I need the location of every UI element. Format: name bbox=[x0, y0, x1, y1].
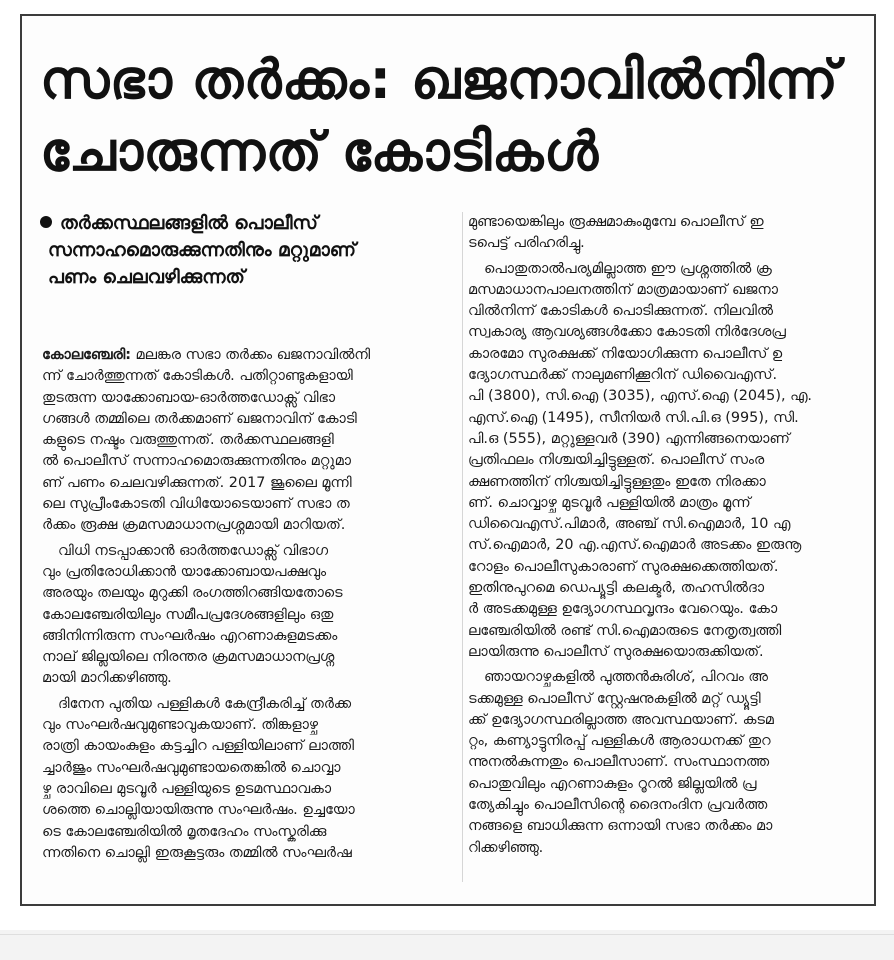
highlight-line: സന്നാഹമൊരുക്കുന്നതിനും മറ്റുമാണ് bbox=[48, 240, 356, 261]
article-line: പ്രതിഫലം നിശ്ചയിച്ചിട്ടുള്ളത്. പൊലീസ് സംര bbox=[468, 452, 765, 469]
article-line: നങ്ങളെ ബാധിക്കുന്ന ഒന്നായി സഭാ തർക്കം മാ bbox=[468, 818, 773, 835]
article-line: ക്ഷണത്തിന് നിശ്ചയിച്ചിട്ടുള്ളതും ഇതേ നിരക്കാ bbox=[468, 473, 766, 490]
article-line: റോളം പൊലീസുകാരാണ് സുരക്ഷക്കെത്തിയത്. bbox=[468, 558, 779, 575]
article-line: ങ്ങിനിന്നിരുന്ന സംഘർഷം എറണാകുളമടക്കം bbox=[42, 627, 338, 644]
paragraph-1 bbox=[42, 345, 467, 537]
highlight-box bbox=[40, 210, 450, 291]
article-line: ന്നുനൽകുന്നതും പൊലീസാണ്. സംസ്ഥാനത്ത bbox=[468, 754, 770, 771]
headline-line-2: ചോരുന്നത് കോടികൾ bbox=[40, 120, 599, 183]
article-line: ദ്യോഗസ്ഥർക്ക് നാലുമണിക്കൂറിന് ഡിവൈഎസ്. bbox=[468, 367, 778, 384]
page-bottom-edge bbox=[0, 930, 894, 960]
article-line: ന്നതിനെ ചൊല്ലി ഇരുകൂട്ടരും തമ്മിൽ സംഘർഷ bbox=[42, 844, 352, 861]
article-line: വിൽനിന്ന് കോടികൾ പൊടിക്കുന്നത്. നിലവിൽ bbox=[468, 303, 773, 320]
article-line: ഇതിനുപുറമെ ഡെപ്യൂട്ടി കലക്ടർ, തഹസിൽദാ bbox=[468, 580, 765, 597]
article-line: മുണ്ടായെങ്കിലും രൂക്ഷമാകുംമുമ്പേ പൊലീസ് ഇ bbox=[468, 214, 764, 230]
article-line: ണ്. ചൊവ്വാഴ്ച മുടവൂർ പള്ളിയിൽ മാത്രം മൂന്ന് bbox=[468, 494, 751, 511]
article-line: ൽ പൊലീസ് സന്നാഹമൊരുക്കുന്നതിനും മറ്റുമാ bbox=[42, 453, 351, 470]
article-line: ച്ചാർജും സംഘർഷവുമുണ്ടായതെങ്കിൽ ചൊവ്വാ bbox=[42, 759, 341, 776]
article-line: വിധി നടപ്പാക്കാൻ ഓർത്തഡോക്സ് വിഭാഗ bbox=[58, 542, 328, 559]
article-line: സ്വകാര്യ ആവശ്യങ്ങൾക്കോ കോടതി നിർദേശപ്ര bbox=[468, 324, 786, 341]
left-column bbox=[42, 345, 467, 864]
paragraph-5 bbox=[468, 259, 868, 664]
highlight-line bbox=[40, 210, 450, 237]
article-line: ടെ കോലഞ്ചേരിയിൽ മൃതദേഹം സംസ്കരിക്കു bbox=[42, 823, 327, 840]
article-line: ഗങ്ങൾ തമ്മിലെ തർക്കമാണ് ഖജനാവിന് കോടി bbox=[42, 410, 357, 427]
article-line: പി (3800), സി.ഐ (3035), എസ്.ഐ (2045), എ. bbox=[468, 388, 812, 405]
article-line: പൊതുതാൽപര്യമില്ലാത്ത ഈ പ്രശ്നത്തിൽ ക്ര bbox=[484, 260, 772, 277]
article-line: ലെ സുപ്രീംകോടതി വിധിയോടെയാണ് സഭാ ത bbox=[42, 496, 350, 513]
highlight-line: പണം ചെലവഴിക്കുന്നത് bbox=[48, 267, 245, 288]
article-line: മസമാധാനപാലനത്തിന് മാത്രമായാണ് ഖജനാ bbox=[468, 281, 778, 298]
article-line: ലഞ്ചേരിയിൽ രണ്ട് സി.ഐമാരുടെ നേതൃത്വത്തി bbox=[468, 622, 782, 639]
article-line: അരയും തലയും മുറുക്കി രംഗത്തിറങ്ങിയതോടെ bbox=[42, 585, 343, 602]
article-line: ക്ക് ഉദ്യോഗസ്ഥരില്ലാത്ത അവസ്ഥയാണ്. കടമ bbox=[468, 711, 774, 728]
article-line: ഡിവൈഎസ്.പിമാർ, അഞ്ച് സി.ഐമാർ, 10 എ bbox=[468, 516, 791, 533]
paragraph-2 bbox=[42, 541, 467, 690]
article-line: ഴ്ച രാവിലെ മുടവൂർ പള്ളിയുടെ ഉടമസ്ഥാവകാ bbox=[42, 780, 331, 797]
article-line: ടക്കമുള്ള പൊലീസ് സ്റ്റേഷനുകളിൽ മറ്റ് ഡ്യൂട്ടി bbox=[468, 690, 761, 707]
article-line: ഞായറാഴ്ചകളിൽ പുത്തൻകുരിശ്, പിറവം അ bbox=[484, 669, 768, 686]
paragraph-4 bbox=[468, 212, 868, 255]
article-line: സ്.ഐമാർ, 20 എ.എസ്.ഐമാർ അടക്കം ഇരുനൂ bbox=[468, 537, 802, 554]
article-line: മായി മാറിക്കഴിഞ്ഞു. bbox=[42, 670, 172, 687]
highlight-text: തർക്കസ്ഥലങ്ങളിൽ പൊലീസ് bbox=[60, 213, 318, 234]
article-line: പൊതുവിലും എറണാകുളം റൂറൽ ജില്ലയിൽ പ്ര bbox=[468, 775, 757, 792]
article-line: തുടരുന്ന യാക്കോബായ-ഓർത്തഡോക്സ് വിഭാ bbox=[42, 389, 336, 406]
article-line: റ്റം, കണ്യാട്ടുനിരപ്പ് പള്ളികൾ ആരാധനക്ക് തുറ bbox=[468, 733, 771, 750]
article-line: വും പ്രതിരോധിക്കാൻ യാക്കോബായപക്ഷവും bbox=[42, 563, 326, 580]
article-line: ടപെട്ട് പരിഹരിച്ചു. bbox=[468, 235, 585, 252]
article-line: എസ്.ഐ (1495), സീനിയർ സി.പി.ഒ (995), സി. bbox=[468, 409, 799, 426]
paragraph-6 bbox=[468, 667, 868, 859]
article-line: റിക്കഴിഞ്ഞു. bbox=[468, 839, 544, 856]
article-line: ശത്തെ ചൊല്ലിയായിരുന്നു സംഘർഷം. ഉച്ചയോ bbox=[42, 802, 355, 819]
headline bbox=[40, 44, 860, 188]
article-text: മലങ്കര സഭാ തർക്കം ഖജനാവിൽനി bbox=[135, 347, 371, 363]
article-line: ണ് പണം ചെലവഴിക്കുന്നത്. 2017 ജൂലൈ മൂന്നി bbox=[42, 474, 352, 491]
article-line: ർ അടക്കമുള്ള ഉദ്യോഗസ്ഥവൃന്ദം വേറെയും. കോ bbox=[468, 601, 778, 618]
article-line: വും സംഘർഷവുമുണ്ടാവുകയാണ്. തിങ്കളാഴ്ച bbox=[42, 717, 319, 734]
right-column bbox=[468, 212, 868, 859]
article-line: കാരമോ സുരക്ഷക്ക് നിയോഗിക്കുന്ന പൊലീസ് ഉ bbox=[468, 345, 783, 362]
headline-line-1: സഭാ തർക്കം: ഖജനാവിൽനിന്ന് bbox=[40, 48, 839, 111]
dateline: കോലഞ്ചേരി: bbox=[42, 347, 131, 363]
article-line: രാത്രി കായംകുളം കട്ടച്ചിറ പള്ളിയിലാണ് ലാത്തി bbox=[42, 738, 354, 755]
article-line: ർക്കം രൂക്ഷ ക്രമസമാധാനപ്രശ്നമായി മാറിയത്. bbox=[42, 517, 346, 534]
article-line: കളുടെ നഷ്ടം വരുത്തുന്നത്. തർക്കസ്ഥലങ്ങളി bbox=[42, 432, 334, 449]
article-line: നാല് ജില്ലയിലെ നിരന്തര ക്രമസമാധാനപ്രശ്ന bbox=[42, 649, 335, 666]
article-line: കോലഞ്ചേരിയിലും സമീപപ്രദേശങ്ങളിലും ഒതു bbox=[42, 606, 334, 623]
paragraph-3 bbox=[42, 694, 467, 864]
article-line: ദിനേന പുതിയ പള്ളികൾ കേന്ദ്രീകരിച്ച് തർക്ക bbox=[58, 695, 351, 712]
bullet-icon bbox=[40, 216, 52, 228]
article-line: ന്ന് ചോർത്തുന്നത് കോടികൾ. പതിറ്റാണ്ടുകളായി bbox=[42, 368, 353, 385]
divider bbox=[0, 934, 894, 935]
article-line: പി.ഒ (555), മറ്റുള്ളവർ (390) എന്നിങ്ങനെയാണ് bbox=[468, 430, 790, 447]
article-line: ത്യേകിച്ചും പൊലീസിന്റെ ദൈനംദിന പ്രവർത്ത bbox=[468, 797, 768, 814]
article-line bbox=[42, 345, 467, 366]
article-line: ലായിരുന്നു പൊലീസ് സുരക്ഷയൊരുക്കിയത്. bbox=[468, 643, 764, 660]
